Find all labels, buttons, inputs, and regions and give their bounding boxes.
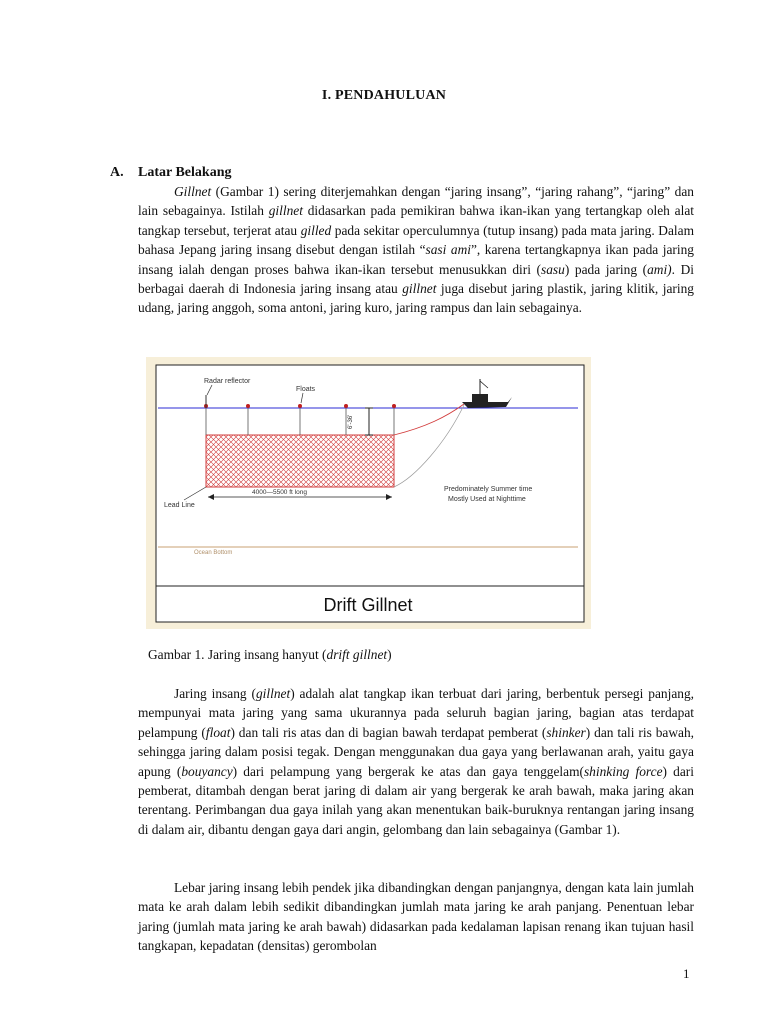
diagram-title: Drift Gillnet xyxy=(323,595,413,615)
season-note-line1: Predominately Summer time xyxy=(444,486,533,493)
figure-drift-gillnet xyxy=(146,357,591,629)
text-run: ) pada jaring ( xyxy=(564,261,648,277)
float-icon xyxy=(246,404,250,408)
diagram-svg xyxy=(146,357,591,629)
italic-term: Gillnet xyxy=(174,184,212,199)
depth-label: 6'-36' xyxy=(348,414,354,429)
text-run: . Di berbagai daerah di Indonesia jaring insang atau xyxy=(138,261,694,297)
italic-term: sasu xyxy=(541,261,565,277)
length-label: 4000—5500 ft long xyxy=(252,489,307,496)
text-run: Lebar jaring insang lebih pendek jika dibandingkan dengan panjangnya, dengan kata lain jumlah mata ke arah dalam lebih sedikit dibandingkan jumlah mata jaring ke arah panjang. Penentuan lebar jaring (jumlah mata jaring ke arah bawah) didasarkan pada kedalaman lapisan renang ikan tujuan hasil tangkapan, kepadatan (densitas) gerombolan xyxy=(138,880,694,954)
paragraph-intro xyxy=(138,182,694,318)
float-icon xyxy=(298,404,302,408)
italic-term: bouyancy xyxy=(181,763,233,779)
italic-term: gillnet xyxy=(255,686,291,701)
italic-term: gilled xyxy=(300,222,332,238)
season-note-line2: Mostly Used at Nighttime xyxy=(448,496,526,503)
ocean-bottom-label: Ocean Bottom xyxy=(194,550,233,556)
text-run: Jaring insang ( xyxy=(174,686,256,701)
caption-suffix: ) xyxy=(387,647,392,662)
figure-frame xyxy=(156,365,584,622)
text-run: ”, karena tertangkapnya ikan pada jaring insang ialah dengan proses bahwa ikan-ikan tersebut menusukkan diri ( xyxy=(138,242,694,277)
page-number: 1 xyxy=(683,966,690,981)
text-run: juga disebut jaring plastik, jaring klitik, jaring udang, jaring anggoh, soma antoni, jaring kuro, jaring rampus dan lain sebagainya. xyxy=(138,281,695,316)
page-title: I. PENDAHULUAN xyxy=(321,88,447,103)
figure-caption xyxy=(148,647,392,663)
lead-line-label: Lead Line xyxy=(164,502,195,509)
text-run: ) dari pemberat, ditambah dengan berat jaring di dalam air yang bergerak ke arah bawah, maka jaring akan terentang. Perimbangan dua gaya inilah yang akan menentukan baik-buruknya rentangan jaring insang di dalam air, dibantu dengan gaya dari angin, gelombang dan lain sebagainya (Gambar 1). xyxy=(138,763,694,837)
italic-term: shinking force xyxy=(583,763,663,779)
italic-term: shinker xyxy=(546,724,586,740)
caption-italic: drift gillnet xyxy=(326,647,388,662)
float-icon xyxy=(344,404,348,408)
floats-label: Floats xyxy=(296,386,316,393)
text-run: ) dari pelampung yang bergerak ke atas dan gaya tenggelam( xyxy=(232,763,584,779)
italic-term: gillnet xyxy=(402,281,437,297)
text-run: ) dan tali ris atas dan di bagian bawah terdapat pemberat ( xyxy=(230,724,547,740)
section-heading xyxy=(110,165,231,181)
text-run: ) adalah alat tangkap ikan terbuat dari jaring, berbentuk persegi panjang, mempunyai mata jaring yang sama ukurannya pada seluruh bagian jaring, bagian atas terdapat pelampung ( xyxy=(138,686,694,740)
section-title: Latar Belakang xyxy=(138,165,232,180)
float-icon xyxy=(392,404,396,408)
section-number: A. xyxy=(110,165,124,180)
text-run: (Gambar 1) sering diterjemahkan dengan “jaring insang”, “jaring rahang”, “jaring” dan lain sebagainya. Istilah xyxy=(138,184,694,219)
paragraph-width xyxy=(138,878,694,956)
italic-term: gillnet xyxy=(268,203,303,219)
gillnet-mesh xyxy=(206,435,394,487)
italic-term: sasi ami xyxy=(425,242,471,258)
text-run: ) dan tali ris bawah, sehingga jaring dalam posisi tegak. Dengan menggunakan dua gaya yang berlawanan arah, yaitu gaya apung ( xyxy=(138,724,694,779)
paragraph-definition xyxy=(138,684,694,839)
caption-prefix: Gambar 1. Jaring insang hanyut ( xyxy=(148,647,327,662)
text-run: pada sekitar operculumnya (tutup insang) pada mata jaring. Dalam bahasa Jepang jaring insang disebut dengan istilah “ xyxy=(138,222,694,258)
italic-term: ami) xyxy=(647,261,672,277)
radar-reflector-label: Radar reflector xyxy=(204,378,251,385)
text-run: didasarkan pada pemikiran bahwa ikan-ikan yang tertangkap oleh alat tangkap tersebut, terjerat atau xyxy=(138,203,694,238)
italic-term: float xyxy=(205,724,231,740)
